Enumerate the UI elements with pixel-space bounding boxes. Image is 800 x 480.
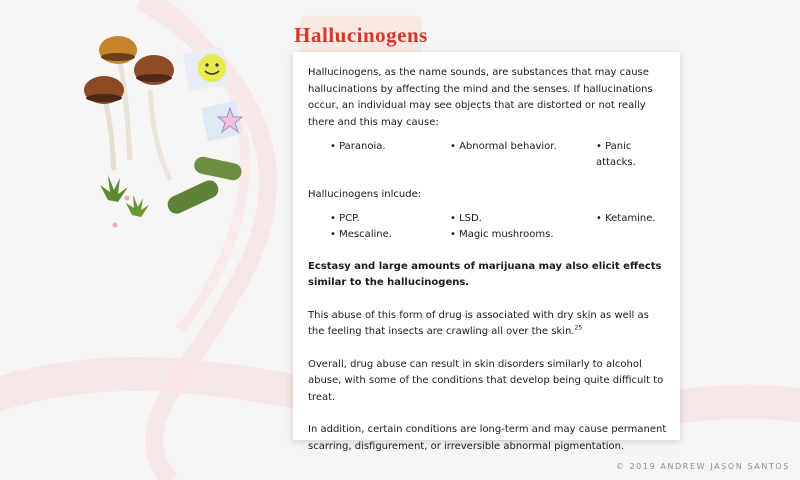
page-title: Hallucinogens — [294, 22, 428, 47]
footnote-ref: 25 — [574, 324, 583, 332]
list-item: • LSD. — [450, 211, 596, 227]
mushroom-caps-icon — [84, 36, 174, 104]
list-item: • Paranoia. — [330, 139, 450, 171]
copyright-footer: © 2019 ANDREW JASON SANTOS — [615, 462, 790, 471]
list-item: • Magic mushrooms. — [450, 227, 596, 243]
bold-note: Ecstasy and large amounts of marijuana may also elicit effects similar to the hallucinogens. — [308, 260, 662, 288]
longterm-paragraph: In addition, certain conditions are long-term and may cause permanent scarring, disfigurement, or irreversible abnormal pigmentation. — [308, 424, 667, 452]
content-card — [293, 52, 680, 452]
cannabis-leaf-icon — [100, 175, 149, 217]
list-item: • Ketamine. — [596, 211, 667, 227]
types-list — [330, 211, 667, 243]
section-title-tab — [294, 17, 428, 53]
pills-icon — [165, 155, 243, 216]
star-blotter-icon — [201, 101, 243, 142]
intro-paragraph: Hallucinogens, as the name sounds, are substances that may cause hallucinations by affecting the mind and the senses. If hallucinations occur, an individual may see objects that are distorted or not really there and this may cause: — [308, 67, 653, 128]
list-item: • Panic attacks. — [596, 139, 667, 171]
drugs-illustration — [70, 20, 270, 250]
include-label: Hallucinogens inlcude: — [308, 189, 422, 200]
effects-list — [330, 139, 667, 171]
skin-paragraph — [308, 308, 667, 341]
skin-text: This abuse of this form of drug is associated with dry skin as well as the feeling that insects are crawling all over the skin. — [308, 309, 649, 337]
smiley-blotter-icon — [183, 47, 229, 91]
list-item: • PCP. — [330, 211, 450, 227]
overall-paragraph: Overall, drug abuse can result in skin disorders similarly to alcohol abuse, with some of the conditions that develop being quite difficult to treat. — [308, 358, 664, 403]
list-item: • Abnormal behavior. — [450, 139, 596, 171]
list-item: • Mescaline. — [330, 227, 450, 243]
